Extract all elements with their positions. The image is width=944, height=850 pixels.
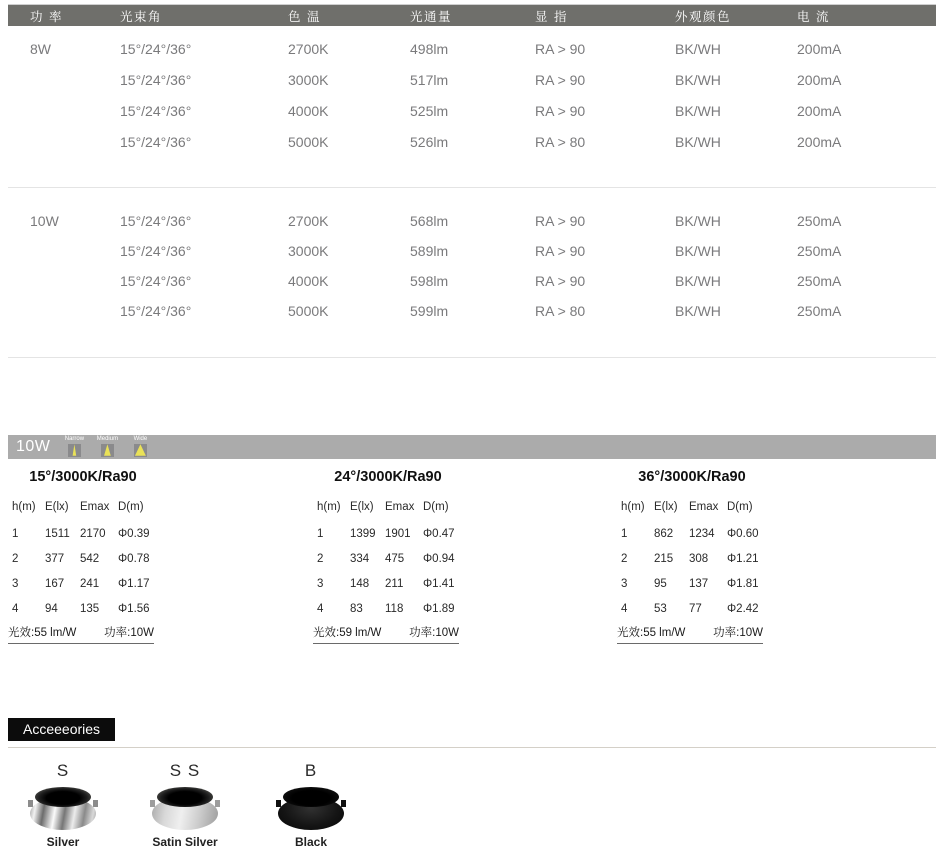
housing-color-cell: BK/WH <box>675 71 721 88</box>
cct-cell: 2700K <box>288 40 329 57</box>
spec-group-10w <box>8 206 936 326</box>
ph-emax: Emax <box>689 501 719 513</box>
cri-cell: RA > 90 <box>535 71 586 88</box>
current-cell: 250mA <box>797 213 842 229</box>
ph-d: D(m) <box>727 501 753 513</box>
ph-h: h(m) <box>621 501 645 513</box>
flux-cell: 568lm <box>410 213 449 229</box>
power-value: 功率:10W <box>409 627 459 639</box>
table-row: 3 167 241 Φ1.17 <box>12 578 150 590</box>
beam-icons <box>62 436 152 459</box>
cct-cell: 3000K <box>288 71 329 88</box>
cri-cell: RA > 80 <box>535 303 586 319</box>
col-header-cri: 显 指 <box>535 9 568 24</box>
beam-angle-cell: 15°/24°/36° <box>120 133 192 150</box>
beam-medium-label: Medium <box>96 435 119 442</box>
table-row: 3 148 211 Φ1.41 <box>317 578 455 590</box>
photometric-table-36deg <box>617 469 787 644</box>
ph-h: h(m) <box>317 501 341 513</box>
table-row: 2 215 308 Φ1.21 <box>621 553 759 565</box>
ph-e: E(lx) <box>350 501 374 513</box>
table-row: 1 862 1234 Φ0.60 <box>621 528 759 540</box>
photometric-table-15deg <box>8 469 178 644</box>
ph-emax: Emax <box>385 501 415 513</box>
table-row: 2 377 542 Φ0.78 <box>12 553 150 565</box>
cct-cell: 4000K <box>288 102 329 119</box>
beam-angle-cell: 15°/24°/36° <box>120 102 192 119</box>
accessory-code: B <box>304 761 318 780</box>
power-cell: 10W <box>30 213 59 229</box>
table-row <box>8 126 936 157</box>
housing-color-cell: BK/WH <box>675 303 721 319</box>
table-row <box>8 236 936 266</box>
cri-cell: RA > 80 <box>535 133 586 150</box>
col-header-cct: 色 温 <box>288 9 321 24</box>
beam-angle-cell: 15°/24°/36° <box>120 303 192 319</box>
table-row: 2 334 475 Φ0.94 <box>317 553 455 565</box>
accessory-code: S <box>56 761 70 780</box>
cri-cell: RA > 90 <box>535 273 586 289</box>
photometric-header <box>617 500 787 514</box>
table-row: 1 1399 1901 Φ0.47 <box>317 528 455 540</box>
power-cell: 8W <box>30 40 51 57</box>
cri-cell: RA > 90 <box>535 102 586 119</box>
beam-wide <box>128 436 152 457</box>
accessory-black <box>256 761 366 849</box>
cri-cell: RA > 90 <box>535 213 586 229</box>
accessories-section <box>0 645 944 849</box>
table-row <box>8 296 936 326</box>
cct-cell: 4000K <box>288 273 329 289</box>
housing-color-cell: BK/WH <box>675 40 721 57</box>
beam-medium <box>95 436 119 457</box>
current-cell: 250mA <box>797 303 842 319</box>
photometric-section <box>0 469 944 645</box>
beam-angle-cell: 15°/24°/36° <box>120 71 192 88</box>
accessories-badge: Acceeeories <box>8 718 115 741</box>
photometric-title: 24°/3000K/Ra90 <box>334 469 442 485</box>
beam-angle-cell: 15°/24°/36° <box>120 40 192 57</box>
black-ring-image <box>278 787 344 831</box>
flux-cell: 517lm <box>410 71 449 88</box>
ph-e: E(lx) <box>654 501 678 513</box>
photometric-footer <box>8 626 154 644</box>
flux-cell: 526lm <box>410 133 449 150</box>
col-header-power: 功 率 <box>30 9 63 24</box>
flux-cell: 498lm <box>410 40 449 57</box>
current-cell: 200mA <box>797 71 842 88</box>
efficacy-value: 光效:59 lm/W <box>313 627 382 639</box>
housing-color-cell: BK/WH <box>675 243 721 259</box>
cct-cell: 5000K <box>288 133 329 150</box>
table-row: 4 53 77 Φ2.42 <box>621 603 759 615</box>
current-cell: 200mA <box>797 133 842 150</box>
accessory-code: S S <box>169 761 201 780</box>
ph-d: D(m) <box>423 501 449 513</box>
spec-group-8w <box>8 33 936 157</box>
beam-banner <box>8 435 936 459</box>
power-value: 功率:10W <box>713 627 763 639</box>
accessory-satin-silver <box>130 761 240 849</box>
beam-wide-label: Wide <box>133 435 148 442</box>
photometric-title: 36°/3000K/Ra90 <box>638 469 746 485</box>
silver-ring-image <box>30 787 96 831</box>
accessory-label: Satin Silver <box>152 835 218 849</box>
section-divider <box>8 747 936 748</box>
flux-cell: 525lm <box>410 102 449 119</box>
beam-angle-cell: 15°/24°/36° <box>120 243 192 259</box>
efficacy-value: 光效:55 lm/W <box>8 627 77 639</box>
flux-cell: 589lm <box>410 243 449 259</box>
photometric-title: 15°/3000K/Ra90 <box>29 469 137 485</box>
accessory-label: Silver <box>46 835 80 849</box>
table-row <box>8 266 936 296</box>
spec-table <box>8 4 936 358</box>
table-row <box>8 33 936 64</box>
banner-power-label: 10W <box>16 438 51 455</box>
satin-silver-ring-image <box>152 787 218 831</box>
flux-cell: 599lm <box>410 303 449 319</box>
housing-color-cell: BK/WH <box>675 213 721 229</box>
table-row: 3 95 137 Φ1.81 <box>621 578 759 590</box>
current-cell: 200mA <box>797 102 842 119</box>
photometric-header <box>313 500 483 514</box>
spec-table-header <box>8 4 936 26</box>
photometric-footer <box>313 626 459 644</box>
housing-color-cell: BK/WH <box>675 133 721 150</box>
col-header-flux: 光通量 <box>410 9 453 24</box>
beam-narrow <box>62 436 86 457</box>
ph-d: D(m) <box>118 501 144 513</box>
ph-e: E(lx) <box>45 501 69 513</box>
beam-angle-cell: 15°/24°/36° <box>120 273 192 289</box>
table-row <box>8 95 936 126</box>
narrow-beam-icon <box>68 444 81 457</box>
table-row <box>8 64 936 95</box>
flux-cell: 598lm <box>410 273 449 289</box>
photometric-header <box>8 500 178 514</box>
accessory-silver <box>8 761 118 849</box>
col-header-housing-color: 外观颜色 <box>675 9 732 24</box>
accessory-label: Black <box>294 835 328 849</box>
cct-cell: 5000K <box>288 303 329 319</box>
cct-cell: 3000K <box>288 243 329 259</box>
table-row: 4 83 118 Φ1.89 <box>317 603 455 615</box>
beam-narrow-label: Narrow <box>64 435 85 442</box>
housing-color-cell: BK/WH <box>675 102 721 119</box>
section-divider <box>8 357 936 358</box>
accessories-products <box>8 761 944 849</box>
table-row: 4 94 135 Φ1.56 <box>12 603 150 615</box>
photometric-footer <box>617 626 763 644</box>
medium-beam-icon <box>101 444 114 457</box>
current-cell: 250mA <box>797 243 842 259</box>
efficacy-value: 光效:55 lm/W <box>617 627 686 639</box>
beam-angle-cell: 15°/24°/36° <box>120 213 192 229</box>
current-cell: 200mA <box>797 40 842 57</box>
wide-beam-icon <box>134 444 147 457</box>
housing-color-cell: BK/WH <box>675 273 721 289</box>
cri-cell: RA > 90 <box>535 40 586 57</box>
table-row <box>8 206 936 236</box>
table-row: 1 1511 2170 Φ0.39 <box>12 528 150 540</box>
power-value: 功率:10W <box>104 627 154 639</box>
cri-cell: RA > 90 <box>535 243 586 259</box>
ph-emax: Emax <box>80 501 110 513</box>
ph-h: h(m) <box>12 501 36 513</box>
photometric-table-24deg <box>313 469 483 644</box>
section-divider <box>8 187 936 188</box>
col-header-beam-angle: 光束角 <box>120 9 163 24</box>
cct-cell: 2700K <box>288 213 329 229</box>
current-cell: 250mA <box>797 273 842 289</box>
col-header-current: 电 流 <box>797 9 830 24</box>
